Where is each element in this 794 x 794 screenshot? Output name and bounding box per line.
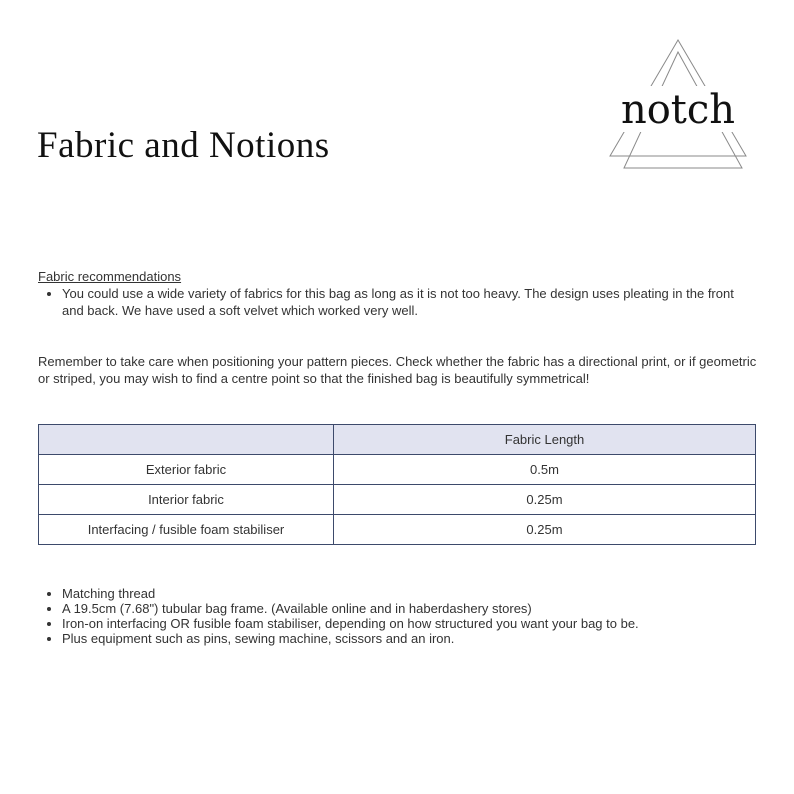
- list-item: • Matching thread: [62, 586, 758, 601]
- table-cell-length: 0.25m: [334, 485, 756, 515]
- table-cell-item: Interfacing / fusible foam stabiliser: [39, 515, 334, 545]
- list-item: • You could use a wide variety of fabrics for this bag as long as it is not too heavy. The design uses pleating in the front and back. We have used a soft velvet which worked very well.: [62, 285, 758, 319]
- logo-text: notch: [620, 87, 736, 133]
- table-header-length: Fabric Length: [334, 425, 756, 455]
- table-header-item: [39, 425, 334, 455]
- recommendations-list: [38, 285, 758, 319]
- list-item: • Plus equipment such as pins, sewing machine, scissors and an iron.: [62, 631, 758, 646]
- notions-list: [38, 586, 758, 646]
- fabric-length-table: [38, 424, 756, 545]
- table-row: [39, 455, 756, 485]
- table-cell-item: Interior fabric: [39, 485, 334, 515]
- table-cell-item: Exterior fabric: [39, 455, 334, 485]
- triangle-logo-icon: [598, 30, 758, 180]
- table-cell-length: 0.25m: [334, 515, 756, 545]
- pattern-placement-note: Remember to take care when positioning your pattern pieces. Check whether the fabric has a directional print, or if geometric or striped, you may wish to find a centre point so that the finished bag is beautifully symmetrical!: [38, 354, 757, 386]
- notch-logo: [598, 30, 758, 180]
- table-header-row: [39, 425, 756, 455]
- fabric-recommendations-heading: Fabric recommendations: [38, 269, 182, 284]
- table-row: [39, 515, 756, 545]
- page-title: Fabric and Notions: [37, 125, 330, 166]
- list-item: • A 19.5cm (7.68") tubular bag frame. (Available online and in haberdashery stores): [62, 601, 758, 616]
- table-row: [39, 485, 756, 515]
- list-item: • Iron-on interfacing OR fusible foam stabiliser, depending on how structured you want your bag to be.: [62, 616, 758, 631]
- table-cell-length: 0.5m: [334, 455, 756, 485]
